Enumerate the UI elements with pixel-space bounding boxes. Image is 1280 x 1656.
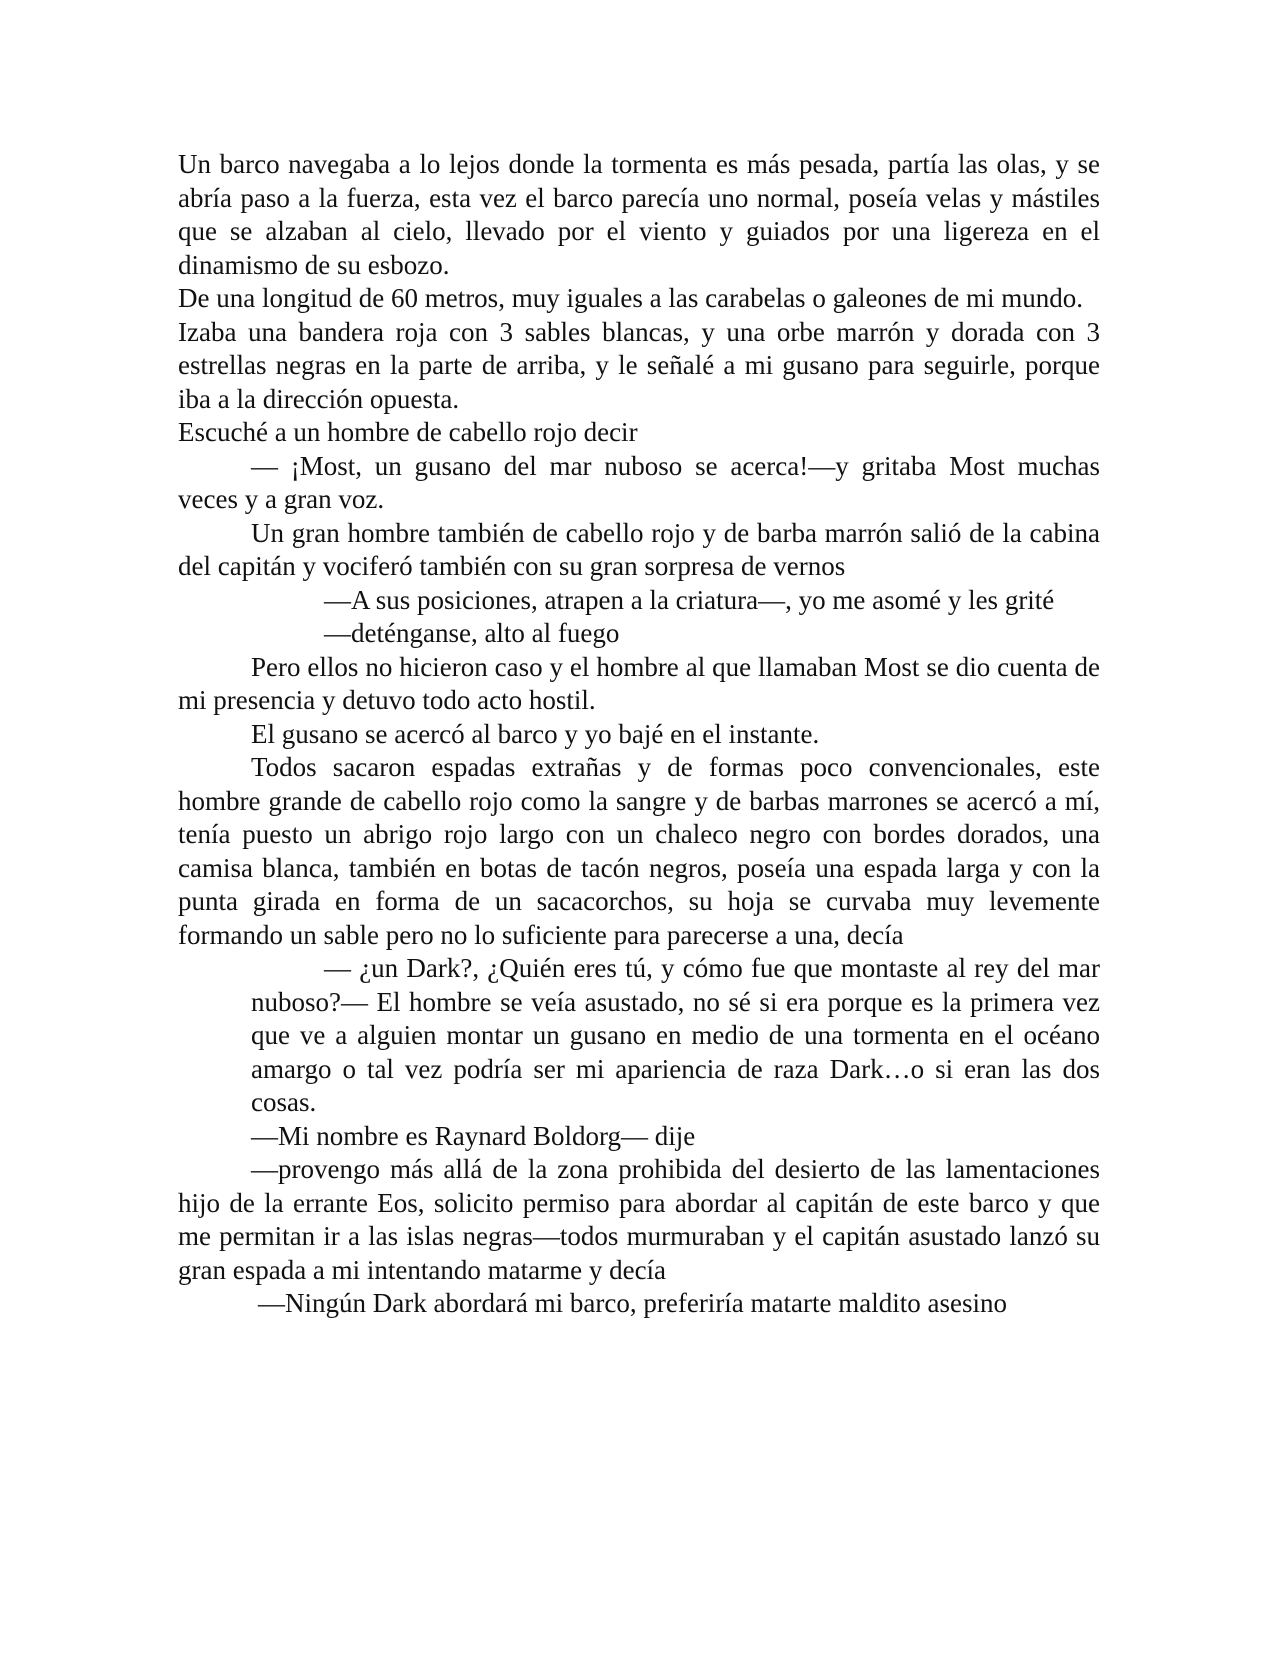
- paragraph-ignored: Pero ellos no hicieron caso y el hombre al que llamaban Most se dio cuenta de mi presencia y detuvo todo acto hostil.: [178, 651, 1100, 715]
- paragraph-flag: Izaba una bandera roja con 3 sables blancas, y una orbe marrón y dorada con 3 estrellas negras en la parte de arriba, y le señalé a mi gusano para seguirle, porque iba a la dirección opuesta.: [178, 316, 1100, 414]
- paragraph-my-name: —Mi nombre es Raynard Boldorg— dije: [251, 1120, 696, 1151]
- paragraph-ceasefire: —deténganse, alto al fuego: [324, 618, 620, 648]
- paragraph-shout-most: — ¡Most, un gusano del mar nuboso se acerca!—y gritaba Most muchas veces y a gran voz.: [178, 450, 1100, 514]
- paragraph-captain-appears: Un gran hombre también de cabello rojo y de barba marrón salió de la cabina del capitán y vociferó también con su gran sorpresa de vernos: [178, 517, 1100, 581]
- paragraph-origin: —provengo más allá de la zona prohibida del desierto de las lamentaciones hijo de la errante Eos, solicito permiso para abordar al capitán de este barco y que me permitan ir a las islas negras—todos murmuraban y el capitán asustado lanzó su gran espada a mi intentando matarme y decía: [178, 1154, 1100, 1285]
- document-body: [178, 148, 1100, 1321]
- paragraph-positions-order: —A sus posiciones, atrapen a la criatura—, yo me asomé y les grité: [324, 584, 1055, 615]
- paragraph-worm-approach: El gusano se acercó al barco y yo bajé en el instante.: [251, 718, 820, 749]
- paragraph-no-dark: —Ningún Dark abordará mi barco, preferiría matarte maldito asesino: [258, 1288, 1007, 1318]
- paragraph-ship-description: Un barco navegaba a lo lejos donde la tormenta es más pesada, partía las olas, y se abría paso a la fuerza, esta vez el barco parecía uno normal, poseía velas y mástiles que se alzaban al cielo, llevado por el viento y guiados por una ligereza en el dinamismo de su esbozo.: [178, 149, 1100, 280]
- paragraph-ship-length: De una longitud de 60 metros, muy iguales a las carabelas o galeones de mi mundo.: [178, 283, 1084, 313]
- paragraph-who-are-you: — ¿un Dark?, ¿Quién eres tú, y cómo fue que montaste al rey del mar nuboso?— El hombre se veía asustado, no sé si era porque es la primera vez que ve a alguien montar un gusano en medio de una tormenta en el océano amargo o tal vez podría ser mi apariencia de raza Dark…o si eran las dos cosas.: [251, 953, 1100, 1117]
- paragraph-swords: Todos sacaron espadas extrañas y de formas poco convencionales, este hombre grande de cabello rojo como la sangre y de barbas marrones se acercó a mí, tenía puesto un abrigo rojo largo con un chaleco negro con bordes dorados, una camisa blanca, también en botas de tacón negros, poseía una espada larga y con la punta girada en forma de un sacacorchos, su hoja se curvaba muy levemente formando un sable pero no lo suficiente para parecerse a una, decía: [178, 752, 1100, 950]
- paragraph-heard-man: Escuché a un hombre de cabello rojo decir: [178, 417, 638, 447]
